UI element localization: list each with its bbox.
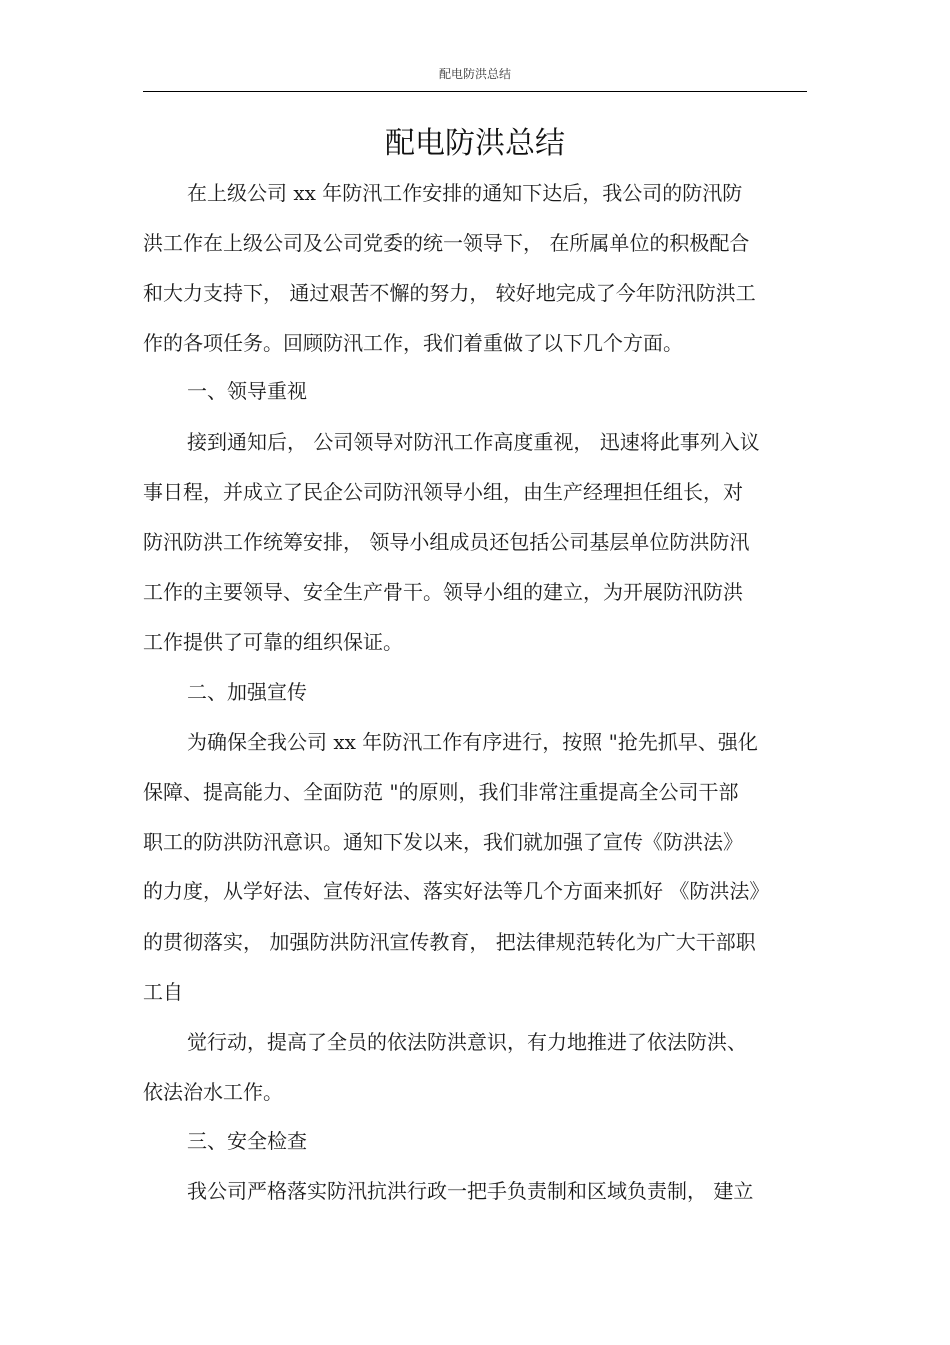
document-title: 配电防洪总结 <box>385 126 565 161</box>
body-line: 工自 <box>143 980 183 1004</box>
body-line: 的力度，从学好法、宣传好法、落实好法等几个方面来抓好 《防洪法》 <box>143 879 770 903</box>
section-heading: 三、安全检查 <box>187 1129 307 1153</box>
body-line: 接到通知后， 公司领导对防汛工作高度重视， 迅速将此事列入议 <box>187 430 760 454</box>
section-heading: 一、领导重视 <box>187 379 307 403</box>
body-line: 工作的主要领导、安全生产骨干。领导小组的建立，为开展防汛防洪 <box>143 580 743 604</box>
section-heading: 二、加强宣传 <box>187 680 307 704</box>
running-header: 配电防洪总结 <box>438 67 511 81</box>
body-line: 觉行动，提高了全员的依法防洪意识，有力地推进了依法防洪、 <box>187 1030 747 1054</box>
body-line: 我公司严格落实防汛抗洪行政一把手负责制和区域负责制， 建立 <box>187 1179 754 1203</box>
body-line: 和大力支持下， 通过艰苦不懈的努力， 较好地完成了今年防汛防洪工 <box>143 281 756 305</box>
body-line: 作的各项任务。回顾防汛工作，我们着重做了以下几个方面。 <box>143 331 683 355</box>
body-line: 的贯彻落实， 加强防洪防汛宣传教育， 把法律规范转化为广大干部职 <box>143 930 756 954</box>
body-line: 保障、提高能力、全面防范 "的原则，我们非常注重提高全公司干部 <box>143 780 739 804</box>
header-divider <box>143 91 807 92</box>
body-line: 洪工作在上级公司及公司党委的统一领导下， 在所属单位的积极配合 <box>143 231 750 255</box>
body-line: 事日程，并成立了民企公司防汛领导小组，由生产经理担任组长，对 <box>143 480 743 504</box>
body-line: 在上级公司 xx 年防汛工作安排的通知下达后，我公司的防汛防 <box>187 181 743 205</box>
body-line: 工作提供了可靠的组织保证。 <box>143 630 403 654</box>
body-line: 职工的防洪防汛意识。通知下发以来，我们就加强了宣传《防洪法》 <box>143 830 743 854</box>
body-line: 为确保全我公司 xx 年防汛工作有序进行，按照 "抢先抓早、强化 <box>187 730 758 754</box>
body-line: 防汛防洪工作统筹安排， 领导小组成员还包括公司基层单位防洪防汛 <box>143 530 750 554</box>
body-line: 依法治水工作。 <box>143 1080 283 1104</box>
